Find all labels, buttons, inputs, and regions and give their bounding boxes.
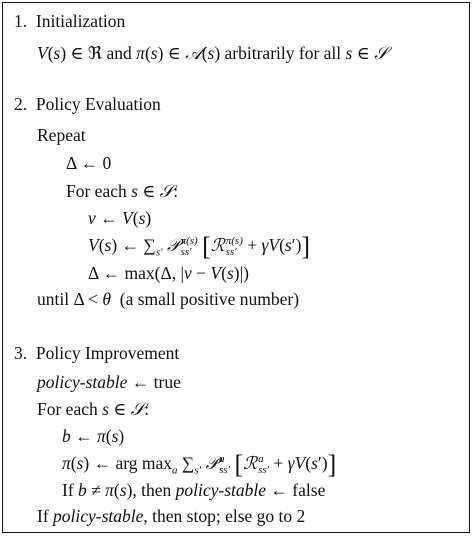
section-title: Initialization — [35, 11, 126, 31]
delta-update-line: Δ ← max(Δ, |v − V(s)|) — [88, 263, 249, 283]
section-number: 2. — [14, 94, 28, 114]
section-1-heading — [14, 10, 125, 32]
section-3-heading — [14, 342, 179, 364]
policy-stable-init-line: policy-stable ← true — [37, 372, 181, 392]
v-assign-line: v ← V(s) — [88, 208, 152, 228]
improve-for-each-line: For each s ∈ 𝒮: — [37, 399, 150, 420]
until-line: until Δ < θ (a small positive number) — [37, 289, 300, 309]
greedy-update-line: π(s) ← arg $\max_a \sum_{s'}$ 𝒫 a ss′ [ℛ a ss′ + γV(s′)] — [62, 450, 337, 479]
repeat-line: Repeat — [37, 125, 86, 145]
stability-check-line: If b ≠ π(s), then policy-stable ← false — [62, 480, 326, 500]
section-title: Policy Evaluation — [35, 94, 161, 114]
section-number: 1. — [14, 11, 28, 31]
bellman-update-line: V(s) ← $\sum_{s'}$ 𝒫 π(s) ss′ [ℛ π(s) ss′ + γV(s′)] — [88, 232, 311, 261]
init-statement: V(s) ∈ ℜ and π(s) ∈ 𝒜(s) arbitrarily for all s ∈ 𝒮 — [37, 43, 388, 64]
section-title: Policy Improvement — [35, 343, 180, 363]
b-assign-line: b ← π(s) — [62, 426, 125, 446]
for-each-state-line: For each s ∈ 𝒮: — [66, 181, 179, 202]
stop-line: If policy-stable, then stop; else go to 2 — [37, 506, 306, 526]
delta-init-line: Δ ← 0 — [66, 153, 112, 173]
section-number: 3. — [14, 343, 28, 363]
section-2-heading — [14, 93, 161, 115]
